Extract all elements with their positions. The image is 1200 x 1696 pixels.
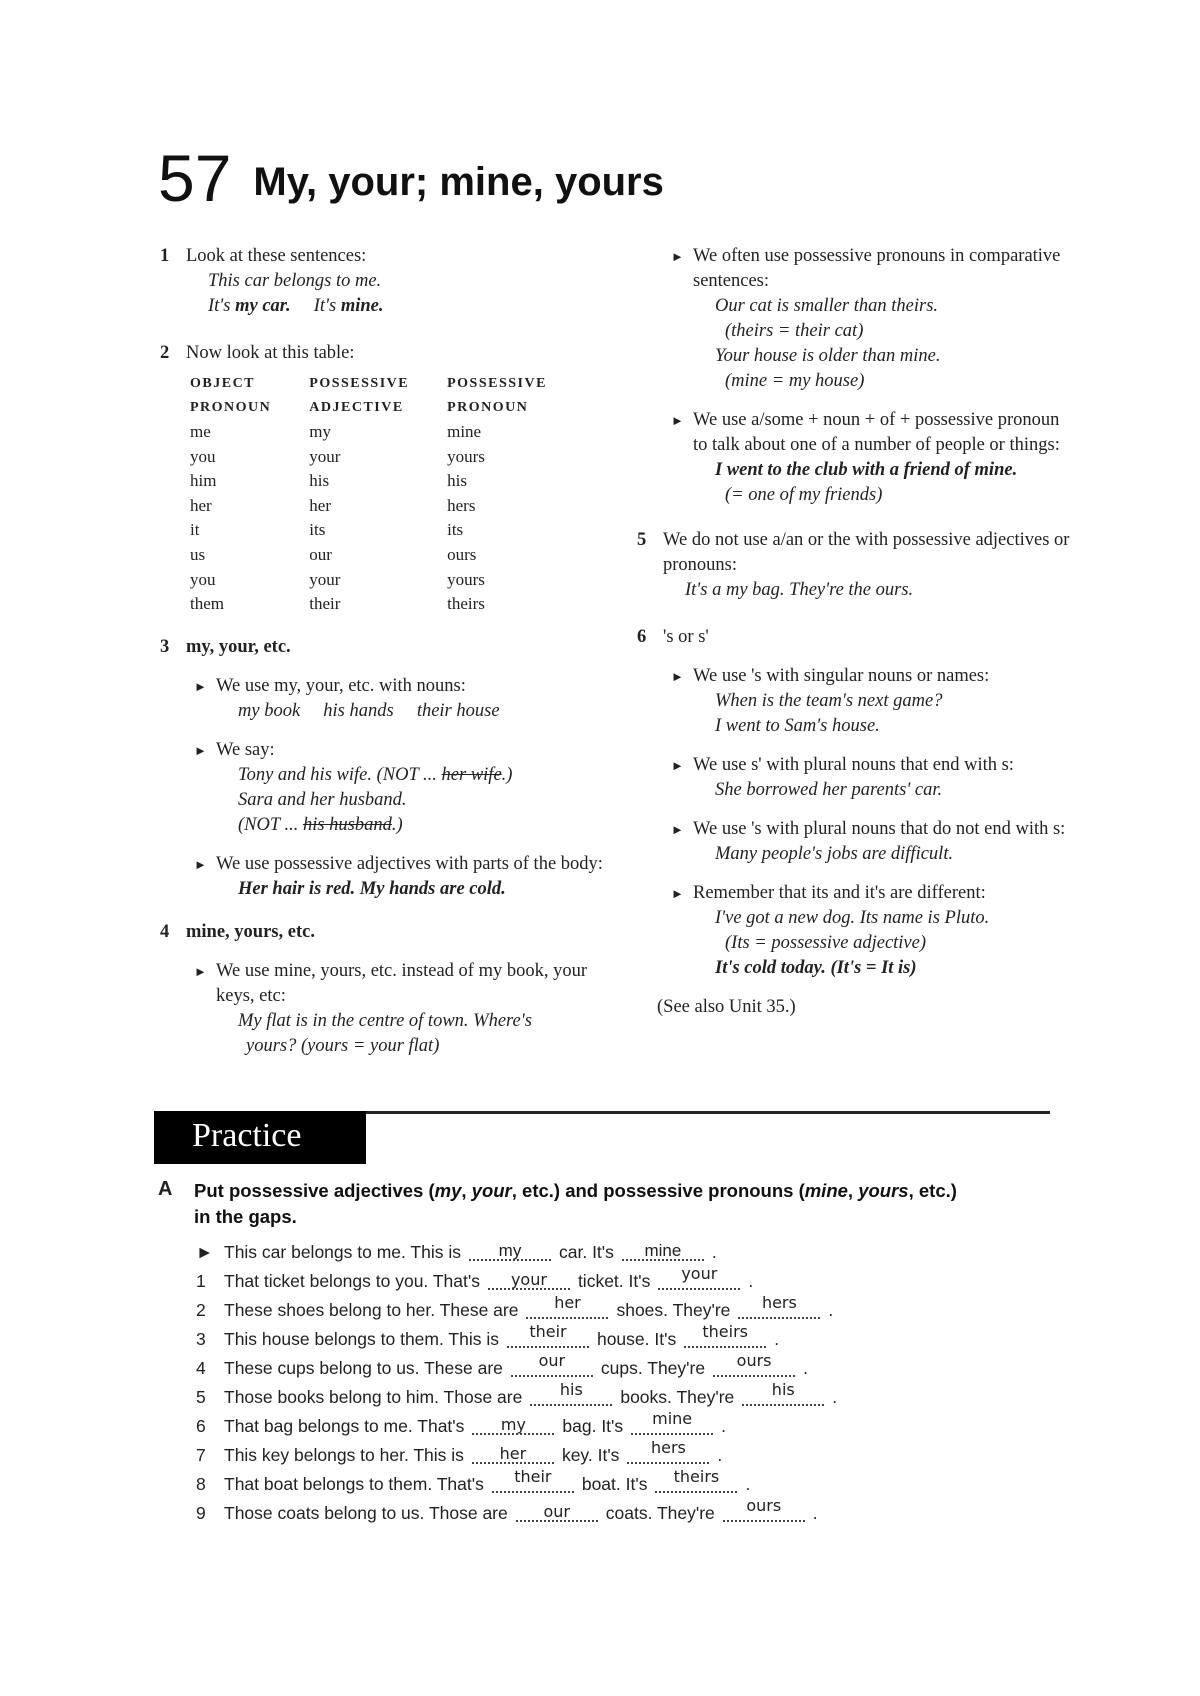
section-number: 3 bbox=[160, 636, 170, 657]
rule-bullet: ► We use 's with plural nouns that do not end with s: Many people's jobs are difficult. bbox=[671, 819, 1066, 864]
example-sentence: This car belongs to me. bbox=[208, 271, 382, 291]
unit-heading bbox=[158, 140, 664, 216]
answer-gap[interactable]: ours bbox=[713, 1359, 795, 1377]
answer-gap[interactable]: ours bbox=[723, 1504, 805, 1522]
answer-gap[interactable]: hers bbox=[738, 1301, 820, 1319]
table-row: you your yours bbox=[190, 446, 485, 466]
section-4 bbox=[160, 920, 610, 945]
section-number: 5 bbox=[637, 530, 647, 550]
bullet-triangle-icon: ► bbox=[671, 886, 684, 901]
section-number: 6 bbox=[637, 627, 647, 647]
table-row: us our ours bbox=[190, 544, 477, 564]
see-also-note: (See also Unit 35.) bbox=[657, 997, 796, 1017]
rule-bullet: ► We use my, your, etc. with nouns: my book his hands their house bbox=[194, 675, 500, 721]
exercise-row: 9 Those coats belong to us. Those are our coats. They're ours . bbox=[196, 1496, 818, 1523]
section-number: 4 bbox=[160, 921, 170, 942]
answer-gap[interactable]: our bbox=[516, 1504, 598, 1522]
answer-gap[interactable]: hers bbox=[627, 1446, 709, 1464]
section-6 bbox=[637, 625, 1077, 650]
practice-title: Practice bbox=[192, 1117, 302, 1154]
table-row: her her hers bbox=[190, 495, 476, 515]
table-row: them their theirs bbox=[190, 594, 485, 614]
section-heading: 's or s' bbox=[663, 627, 709, 647]
unit-title: My, your; mine, yours bbox=[253, 160, 664, 204]
exercise-row: 7 This key belongs to her. This is her key. It's hers . bbox=[196, 1438, 723, 1465]
bullet-triangle-icon: ► bbox=[194, 742, 207, 758]
section-1 bbox=[160, 244, 610, 319]
left-column bbox=[160, 244, 610, 1073]
exercise-row: 4 These cups belong to us. These are our cups. They're ours . bbox=[196, 1351, 808, 1378]
answer-gap[interactable]: my bbox=[472, 1417, 554, 1435]
bullet-triangle-icon: ► bbox=[671, 822, 684, 837]
table-row: me my mine bbox=[190, 422, 482, 441]
section-3 bbox=[160, 635, 610, 660]
rule-bullet: ► We use a/some + noun + of + possessive pronoun to talk about one of a number of people or things: I went to the club with a friend of mine. (= one of my friends) bbox=[671, 410, 1060, 505]
table-row: him his his bbox=[190, 471, 467, 491]
table-header-row bbox=[190, 372, 585, 420]
answer-gap[interactable]: theirs bbox=[684, 1330, 766, 1348]
bullet-triangle-icon: ► bbox=[671, 413, 684, 428]
example-row: ► This car belongs to me. This is my car. It's mine . bbox=[196, 1241, 717, 1262]
section-number: 1 bbox=[160, 246, 170, 266]
bullet-triangle-icon: ► bbox=[671, 758, 684, 773]
exercise-row: 6 That bag belongs to me. That's my bag. It's mine . bbox=[196, 1409, 727, 1436]
section-heading: Now look at this table: bbox=[186, 343, 355, 363]
answer-gap[interactable]: their bbox=[507, 1330, 589, 1348]
section-heading: my, your, etc. bbox=[186, 636, 291, 657]
exercise-letter: A bbox=[158, 1178, 173, 1200]
bullet-triangle-icon: ► bbox=[194, 678, 207, 694]
rule-bullet: ► We use mine, yours, etc. instead of my book, your keys, etc: My flat is in the centre of town. Where's yours? (yours = your flat) bbox=[194, 960, 588, 1056]
answer-gap[interactable]: mine bbox=[631, 1417, 713, 1435]
rule-bullet: ► We use s' with plural nouns that end with s: She borrowed her parents' car. bbox=[671, 755, 1014, 800]
answer-gap[interactable]: their bbox=[492, 1475, 574, 1493]
rule-bullet: ► We say: Tony and his wife. (NOT ... her wife.) Sara and her husband. (NOT ... his husband.) bbox=[194, 739, 513, 835]
exercise-row: 5 Those books belong to him. Those are his books. They're his . bbox=[196, 1380, 838, 1407]
exercise-row: 8 That boat belongs to them. That's their boat. It's theirs . bbox=[196, 1467, 751, 1494]
answer-gap: my bbox=[469, 1243, 551, 1261]
example-sentence: It's my car. It's mine. bbox=[208, 296, 384, 316]
answer-gap: mine bbox=[622, 1243, 704, 1261]
section-heading: We do not use a/an or the with possessive adjectives or pronouns: bbox=[663, 530, 1070, 575]
answer-gap[interactable]: his bbox=[530, 1388, 612, 1406]
unit-number: 57 bbox=[158, 141, 232, 215]
answer-gap[interactable]: her bbox=[472, 1446, 554, 1464]
exercise-row: 3 This house belongs to them. This is their house. It's theirs . bbox=[196, 1322, 780, 1349]
exercise-row: 1 That ticket belongs to you. That's your ticket. It's your . bbox=[196, 1264, 754, 1291]
answer-gap[interactable]: theirs bbox=[655, 1475, 737, 1493]
section-heading: mine, yours, etc. bbox=[186, 921, 315, 942]
section-2 bbox=[160, 341, 610, 617]
table-row: it its its bbox=[190, 520, 464, 540]
answer-gap[interactable]: our bbox=[511, 1359, 593, 1377]
answer-gap[interactable]: her bbox=[526, 1301, 608, 1319]
rule-bullet: ► Remember that its and it's are different: I've got a new dog. Its name is Pluto. (Its = possessive adjective) It's cold today. (It's = It is) bbox=[671, 883, 990, 978]
answer-gap[interactable]: your bbox=[488, 1272, 570, 1290]
bullet-triangle-icon: ► bbox=[671, 669, 684, 684]
table-row: you your yours bbox=[190, 569, 485, 589]
section-heading: Look at these sentences: bbox=[186, 246, 367, 266]
bullet-triangle-icon: ► bbox=[671, 249, 684, 264]
bullet-triangle-icon: ► bbox=[194, 856, 207, 872]
answer-gap[interactable]: his bbox=[742, 1388, 824, 1406]
right-column bbox=[637, 244, 1077, 1020]
example-sentence: It's a my bag. They're the ours. bbox=[685, 580, 914, 600]
exercise-a bbox=[158, 1178, 1058, 1528]
table-header: OBJECT PRONOUN bbox=[190, 376, 272, 415]
section-number: 2 bbox=[160, 343, 170, 363]
table-header: POSSESSIVE PRONOUN bbox=[447, 376, 547, 415]
table-header: POSSESSIVE ADJECTIVE bbox=[309, 376, 410, 415]
bullet-triangle-icon: ► bbox=[196, 1242, 214, 1262]
rule-bullet: ► We often use possessive pronouns in comparative sentences: Our cat is smaller than theirs. (theirs = their cat) Your house is older than mine. (mine = my house) bbox=[671, 246, 1061, 391]
rule-bullet: ► We use possessive adjectives with parts of the body: Her hair is red. My hands are cold. bbox=[194, 853, 603, 899]
answer-gap[interactable]: your bbox=[658, 1272, 740, 1290]
exercise-instructions: Put possessive adjectives (my, your, etc.) and possessive pronouns (mine, yours, etc.) in the gaps. bbox=[194, 1180, 957, 1227]
pronoun-table bbox=[190, 372, 585, 617]
rule-bullet: ► We use 's with singular nouns or names: When is the team's next game? I went to Sam's house. bbox=[671, 666, 990, 736]
section-5 bbox=[637, 528, 1077, 603]
exercise-row: 2 These shoes belong to her. These are her shoes. They're hers . bbox=[196, 1293, 834, 1320]
bullet-triangle-icon: ► bbox=[194, 963, 207, 979]
